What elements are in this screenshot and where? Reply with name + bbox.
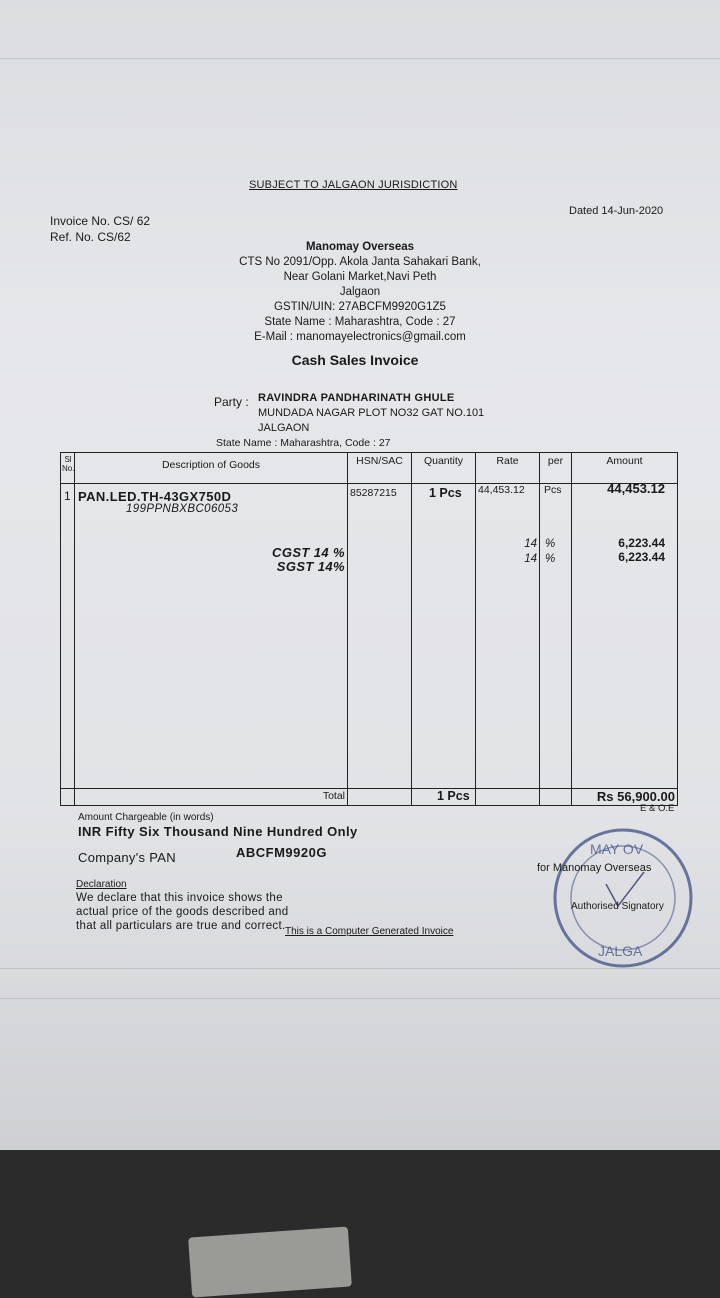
column-divider [411,453,412,805]
invoice-number: Invoice No. CS/ 62 [50,214,151,228]
item-quantity: 1 Pcs [429,486,462,500]
party-name: RAVINDRA PANDHARINATH GHULE [258,392,455,404]
reference-number: Ref. No. CS/62 [50,230,131,244]
party-city: JALGAON [258,422,310,434]
header-divider [61,483,677,484]
sgst-rate: 14 [524,553,537,565]
company-pan: ABCFM9920G [236,845,327,860]
header-rate: Rate [496,455,519,467]
declaration-line: actual price of the goods described and [76,906,289,918]
column-divider [539,453,540,805]
party-address: MUNDADA NAGAR PLOT NO32 GAT NO.101 [258,407,485,419]
item-amount: 44,453.12 [607,481,665,496]
company-name: Manomay Overseas [305,241,415,253]
column-divider [347,453,348,805]
for-company: for Manomay Overseas [537,862,652,874]
item-serial: 199PPNBXBC06053 [126,503,239,515]
sgst-amount: 6,223.44 [618,550,665,564]
party-block [258,391,484,436]
company-city: Jalgaon [339,286,381,298]
item-rate: 44,453.12 [478,484,525,496]
items-table [60,452,678,806]
paper-fold [0,998,720,999]
header-quantity: Quantity [423,455,464,467]
jurisdiction-note: SUBJECT TO JALGAON JURISDICTION [249,179,458,191]
paper-fold [0,58,720,59]
invoice-date: Dated 14-Jun-2020 [569,205,664,217]
amount-words-label: Amount Chargeable (in words) [78,812,214,823]
company-stamp [548,826,698,972]
declaration-text [76,891,288,933]
company-address-line2: Near Golani Market,Navi Peth [283,271,437,283]
pan-label: Company's PAN [78,850,176,865]
stamp-bottom-text: JALGA [598,943,643,959]
header-sl: Sl No. [62,455,75,473]
cgst-amount: 6,223.44 [618,536,665,550]
cgst-label: CGST 14 % [272,545,345,560]
declaration-title: Declaration [76,879,127,890]
total-label: Total [322,790,345,802]
sgst-per: % [545,553,556,565]
stamp-top-text: MAY OV [590,841,644,857]
document-title: Cash Sales Invoice [291,352,419,368]
column-divider [571,453,572,805]
item-description: PAN.LED.TH-43GX750D [78,489,232,504]
declaration-line: that all particulars are true and correct. [76,920,286,932]
column-divider [74,453,75,805]
company-state: State Name : Maharashtra, Code : 27 [264,316,456,328]
total-quantity: 1 Pcs [437,789,470,803]
item-hsn: 85287215 [350,487,397,499]
amount-in-words: INR Fifty Six Thousand Nine Hundred Only [78,824,358,839]
company-email: E-Mail : manomayelectronics@gmail.com [254,331,466,343]
company-gstin: GSTIN/UIN: 27ABCFM9920G1Z5 [274,301,446,313]
background-object [188,1226,352,1297]
company-address-line1: CTS No 2091/Opp. Akola Janta Sahakari Bank, [239,256,481,268]
computer-generated-note: This is a Computer Generated Invoice [285,926,454,937]
header-per: per [547,455,564,467]
header-hsn: HSN/SAC [356,455,403,467]
column-divider [475,453,476,805]
header-amount: Amount [606,455,643,467]
cgst-rate: 14 [524,538,537,550]
eoe-note: E & O.E [640,803,675,814]
authorised-signatory: Authorised Signatory [571,901,664,912]
party-state: State Name : Maharashtra, Code : 27 [216,437,391,449]
sgst-label: SGST 14% [276,559,345,574]
total-divider [61,788,677,789]
header-description: Description of Goods [161,459,261,471]
company-block [200,240,520,345]
total-amount: Rs 56,900.00 [596,789,675,804]
item-sl: 1 [64,489,71,503]
declaration-line: We declare that this invoice shows the [76,892,283,904]
party-label: Party : [214,395,249,409]
item-per: Pcs [544,484,562,496]
cgst-per: % [545,538,556,550]
